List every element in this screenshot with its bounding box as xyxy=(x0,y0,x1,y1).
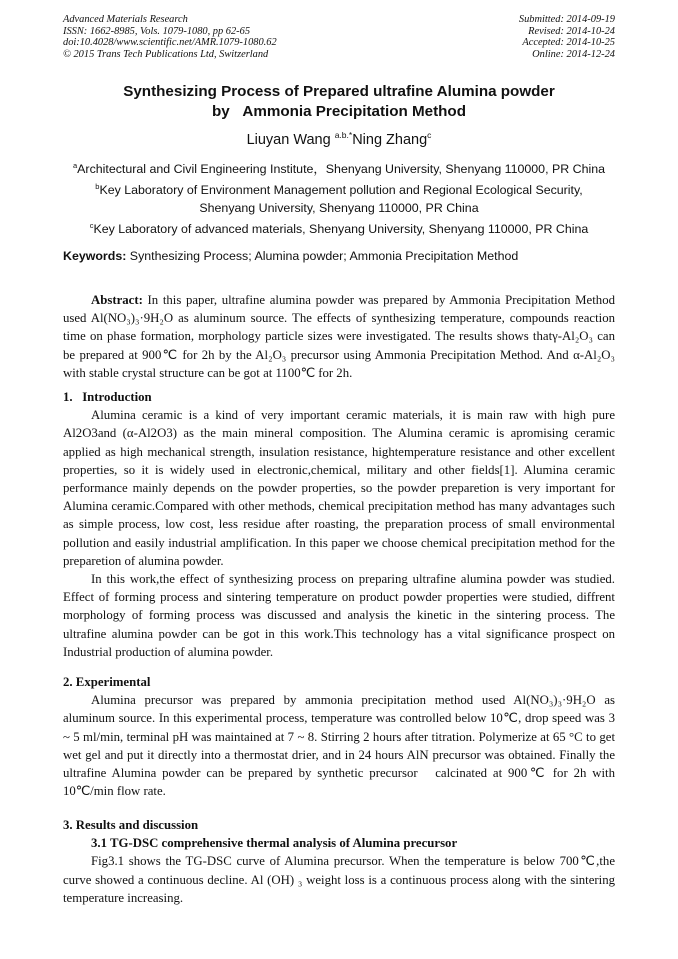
copyright: © 2015 Trans Tech Publications Ltd, Switzerland xyxy=(63,48,269,60)
affil-marker: b xyxy=(95,182,100,192)
results-paragraph: Fig3.1 shows the TG-DSC curve of Alumina precursor. When the temperature is below 700℃,the curve showed a continuous decline. Al (OH) ₃ weight loss is a continuous process along with the sintering temperature increasing. xyxy=(63,854,615,905)
intro-paragraph-2: In this work,the effect of synthesizing process on preparing ultrafine alumina powder was studied. Effect of forming process and sintering temperature on product powder properties were studied, diffrent morphology of forming process was discussed and analysis the kinetic in the sintering process. The ultrafine alumina powder can be got in this work.This technology has a vital significance prospect on Industrial production of alumina powder. xyxy=(63,572,615,659)
affiliation-a xyxy=(63,157,615,178)
keywords xyxy=(63,247,615,265)
abstract-text: In this paper, ultrafine alumina powder was prepared by Ammonia Precipitation Method used Al(NO₃)₃·9H₂O as aluminum source. The effects of synthesizing temperature, compounds reaction time on phase formation, morphology particle sizes were investigated. The results shows thatγ-Al₂O₃ can be prepared at 900℃ for 2h by the Al₂O₃ precursor using Ammonia Precipitation Method. And α-Al₂O₃ with stable crystal structure can be got at 1100℃ for 2h. xyxy=(63,293,615,380)
author-2: Ning Zhang xyxy=(352,131,428,148)
affil-text: Shenyang University, Shenyang 110000, PR China xyxy=(199,201,479,216)
introduction-section xyxy=(63,388,615,661)
title-line-2: by Ammonia Precipitation Method xyxy=(212,103,466,120)
intro-heading: 1. Introduction xyxy=(63,390,152,404)
affil-text: Key Laboratory of Environment Management pollution and Regional Ecological Security, xyxy=(99,183,583,198)
affiliations xyxy=(63,157,615,238)
affiliation-b-cont xyxy=(63,199,615,217)
doi: doi:10.4028/www.scientific.net/AMR.1079-1080.62 xyxy=(63,37,277,49)
affiliation-b xyxy=(63,178,615,199)
author-2-affil: c xyxy=(427,130,432,140)
dates xyxy=(519,14,615,60)
affiliation-c xyxy=(63,217,615,238)
revised-date: Revised: 2014-10-24 xyxy=(528,25,615,37)
title-line-1: Synthesizing Process of Prepared ultrafine Alumina powder xyxy=(123,83,555,100)
experimental-heading: 2. Experimental xyxy=(63,675,151,689)
keywords-label: Keywords: xyxy=(63,249,127,263)
affil-marker: a xyxy=(73,161,78,170)
paper-title xyxy=(63,82,615,122)
issn: ISSN: 1662-8985, Vols. 1079-1080, pp 62-65 xyxy=(63,25,251,37)
affil-text: Key Laboratory of advanced materials, Shenyang University, Shenyang 110000, PR China xyxy=(93,222,589,237)
accepted-date: Accepted: 2014-10-25 xyxy=(522,37,615,49)
online-date: Online: 2014-12-24 xyxy=(532,48,615,60)
author-1: Liuyan Wang xyxy=(246,131,335,148)
subsection-3-1-heading: 3.1 TG-DSC comprehensive thermal analysis of Alumina precursor xyxy=(91,836,458,851)
keywords-text: Synthesizing Process; Alumina powder; Ammonia Precipitation Method xyxy=(126,249,519,263)
intro-paragraph-1: Alumina ceramic is a kind of very important ceramic materials, it is main raw with high pure Al2O3and (α-Al2O3) as the main mineral composition. The Alumina ceramic is apromising ceramic applied as high mechanical strength, insulation resistance, hightemperature resistance and other excellent properties, so it is widely used in electronic,chemical, military and other fields[1]. Alumina ceramic performance mainly depends on the powder properties, so the powder preparetion is very important for Alumina ceramic.Compared with other methods, chemical precipitation method has many advantages such as simple process, low cost, less residue after roasting, the preparation process of small environmental pollution and easily industrial amplification. In this paper we choose chemical precipitation method for the preparetion of alumina powder. xyxy=(63,408,615,568)
submitted-date: Submitted: 2014-09-19 xyxy=(518,14,615,25)
experimental-section xyxy=(63,673,615,800)
results-heading: 3. Results and discussion xyxy=(63,818,199,832)
abstract xyxy=(63,291,615,382)
results-section xyxy=(63,816,615,907)
authors xyxy=(63,126,615,149)
affil-marker: c xyxy=(89,221,94,231)
experimental-paragraph: Alumina precursor was prepared by ammonia precipitation method used Al(NO₃)₃·9H₂O as aluminum source. In this experimental process, temperature was controlled below 10℃, drop speed was 3 ~ 5 ml/min, terminal pH was maintained at 7 ~ 8. Stirring 2 hours after titration. Polymerize at 65 °C to get wet gel and put it directly into a thermostat drier, and in 24 hours AlN precursor was obtained. Finally the ultrafine Alumina powder can be prepared by synthetic precursor calcinated at 900℃ for 2h with 10℃/min flow rate. xyxy=(63,693,615,799)
author-1-affil: a.b.* xyxy=(334,130,353,140)
journal-name: Advanced Materials Research xyxy=(63,14,188,25)
abstract-label: Abstract: xyxy=(91,293,143,307)
journal-info xyxy=(63,14,277,60)
affil-text: Architectural and Civil Engineering Institute，Shenyang University, Shenyang 110000, PR China xyxy=(77,162,605,177)
